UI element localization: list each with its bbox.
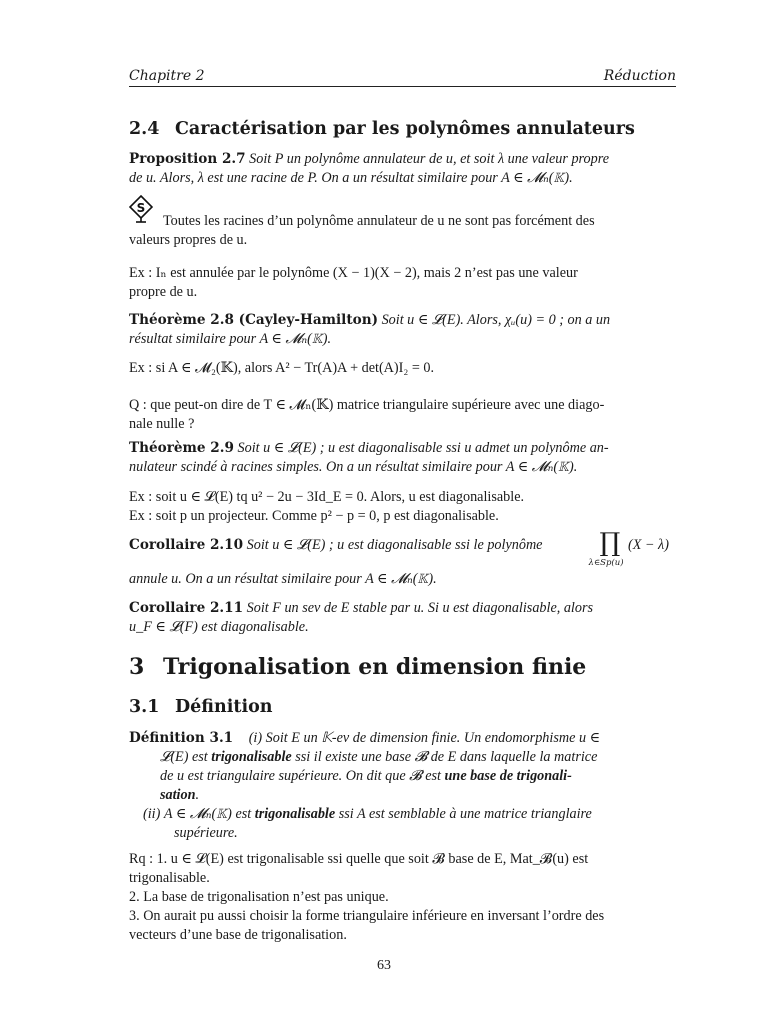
section-title: Caractérisation par les polynômes annulateurs xyxy=(175,119,635,139)
product-tail xyxy=(628,536,688,555)
term-base-trigonalisation: une base de trigonali- xyxy=(444,768,572,784)
section-2-4-heading xyxy=(129,120,676,139)
theorem-label: Théorème 2.9 xyxy=(129,440,234,456)
proposition-text-2: de u. Alors, λ est une racine de P. On a un résultat similaire pour A ∈ 𝓜ₙ(𝕂). xyxy=(129,170,573,186)
example-3-text-2: Ex : soit p un projecteur. Comme p² − p = 0, p est diagonalisable. xyxy=(129,508,499,524)
term-trigonalisable-matrix: trigonalisable xyxy=(254,806,336,822)
theorem-2-9 xyxy=(129,439,676,477)
corollary-text-1: Soit u ∈ 𝓛(E) ; u est diagonalisable ssi le polynôme xyxy=(246,537,543,553)
corollary-label: Corollaire 2.10 xyxy=(129,537,244,553)
corollary-text-2: annule u. On a un résultat similaire pour A ∈ 𝓜ₙ(𝕂). xyxy=(129,571,437,587)
theorem-text-2: nulateur scindé à racines simples. On a un résultat similaire pour A ∈ 𝓜ₙ(𝕂). xyxy=(129,459,578,475)
section-number: 3.1 xyxy=(129,697,160,717)
remark xyxy=(129,850,676,945)
header-section: Réduction xyxy=(603,68,676,84)
definition-label: Définition 3.1 xyxy=(129,730,234,746)
item-ii-text-2: supérieure. xyxy=(174,825,238,841)
example-2-text: Ex : si A ∈ 𝓜₂(𝕂), alors A² − Tr(A)A + det(A)I₂ = 0. xyxy=(129,360,435,376)
item-i-text-2c: ssi il existe une base 𝓑 de E dans laquelle la matrice xyxy=(291,749,598,765)
term-sation: sation xyxy=(160,787,196,803)
theorem-label: Théorème 2.8 (Cayley-Hamilton) xyxy=(129,312,379,328)
definition-3-1 xyxy=(129,729,676,843)
example-2 xyxy=(129,359,676,378)
question-text-2: nale nulle ? xyxy=(129,416,195,432)
section-title: Définition xyxy=(175,697,273,717)
item-i-text-1: Soit E un 𝕂-ev de dimension finie. Un endomorphisme u ∈ xyxy=(265,730,601,746)
example-1-text-1: Ex : Iₙ est annulée par le polynôme (X − 1)(X − 2), mais 2 n’est pas une valeur xyxy=(129,265,578,281)
example-3 xyxy=(129,488,676,526)
term-trigonalisable: trigonalisable xyxy=(211,749,292,765)
section-number: 3 xyxy=(129,654,145,680)
item-i-tag: (i) xyxy=(248,730,263,746)
item-i-text-4c: . xyxy=(195,787,200,803)
product-tail-text: (X − λ) xyxy=(628,537,669,553)
corollary-text-1: Soit F un sev de E stable par u. Si u est diagonalisable, alors xyxy=(246,600,594,616)
item-i-text-2a: 𝓛(E) est xyxy=(160,749,212,765)
corollary-2-10-cont xyxy=(129,570,676,589)
warning-note xyxy=(129,212,676,250)
section-3-heading xyxy=(129,654,676,680)
section-title: Trigonalisation en dimension finie xyxy=(163,654,587,680)
proposition-text-1: Soit P un polynôme annulateur de u, et soit λ une valeur propre xyxy=(249,151,610,167)
product-symbol: ∏ xyxy=(599,528,621,558)
item-ii-tag: (ii) xyxy=(143,806,161,822)
example-3-text-1: Ex : soit u ∈ 𝓛(E) tq u² − 2u − 3Id_E = 0. Alors, u est diagonalisable. xyxy=(129,489,525,505)
remark-text-1: Rq : 1. u ∈ 𝓛(E) est trigonalisable ssi quelle que soit 𝓑 base de E, Mat_𝓑(u) est xyxy=(129,851,589,867)
header-chapter: Chapitre 2 xyxy=(129,68,205,84)
item-ii-text-1a: A ∈ 𝓜ₙ(𝕂) est xyxy=(163,806,255,822)
remark-text-3: 2. La base de trigonalisation n’est pas unique. xyxy=(129,889,389,905)
corollary-2-11 xyxy=(129,599,676,637)
question-1 xyxy=(129,396,676,434)
warning-text-1: Toutes les racines d’un polynôme annulateur de u ne sont pas forcément des xyxy=(163,213,595,229)
question-text-1: Q : que peut-on dire de T ∈ 𝓜ₙ(𝕂) matrice triangulaire supérieure avec une diago- xyxy=(129,397,605,413)
product-subscript: λ∈Sp(u) xyxy=(588,558,624,568)
item-ii-text-1c: ssi A est semblable à une matrice trianglaire xyxy=(335,806,592,822)
product-operator xyxy=(588,528,626,568)
theorem-text-2: résultat similaire pour A ∈ 𝓜ₙ(𝕂). xyxy=(129,331,332,347)
remark-text-4: 3. On aurait pu aussi choisir la forme triangulaire inférieure en inversant l’ordre des xyxy=(129,908,605,924)
section-number: 2.4 xyxy=(129,119,160,139)
remark-text-2: trigonalisable. xyxy=(129,870,210,886)
section-3-1-heading xyxy=(129,698,676,717)
svg-text:S: S xyxy=(136,201,146,215)
corollary-text-2: u_F ∈ 𝓛(F) est diagonalisable. xyxy=(129,619,309,635)
page-number: 63 xyxy=(377,958,391,973)
theorem-text-1: Soit u ∈ 𝓛(E) ; u est diagonalisable ssi u admet un polynôme an- xyxy=(237,440,609,456)
warning-text-2: valeurs propres de u. xyxy=(129,232,248,248)
example-1 xyxy=(129,264,676,302)
item-i-text-3a: de u est triangulaire supérieure. On dit que 𝓑 est xyxy=(160,768,445,784)
remark-text-5: vecteurs d’une base de trigonalisation. xyxy=(129,927,347,943)
theorem-text-1: Soit u ∈ 𝓛(E). Alors, χᵤ(u) = 0 ; on a un xyxy=(381,312,611,328)
corollary-label: Corollaire 2.11 xyxy=(129,600,244,616)
proposition-2-7 xyxy=(129,150,676,188)
example-1-text-2: propre de u. xyxy=(129,284,198,300)
running-header xyxy=(129,68,676,87)
proposition-label: Proposition 2.7 xyxy=(129,151,246,167)
theorem-2-8 xyxy=(129,311,676,349)
